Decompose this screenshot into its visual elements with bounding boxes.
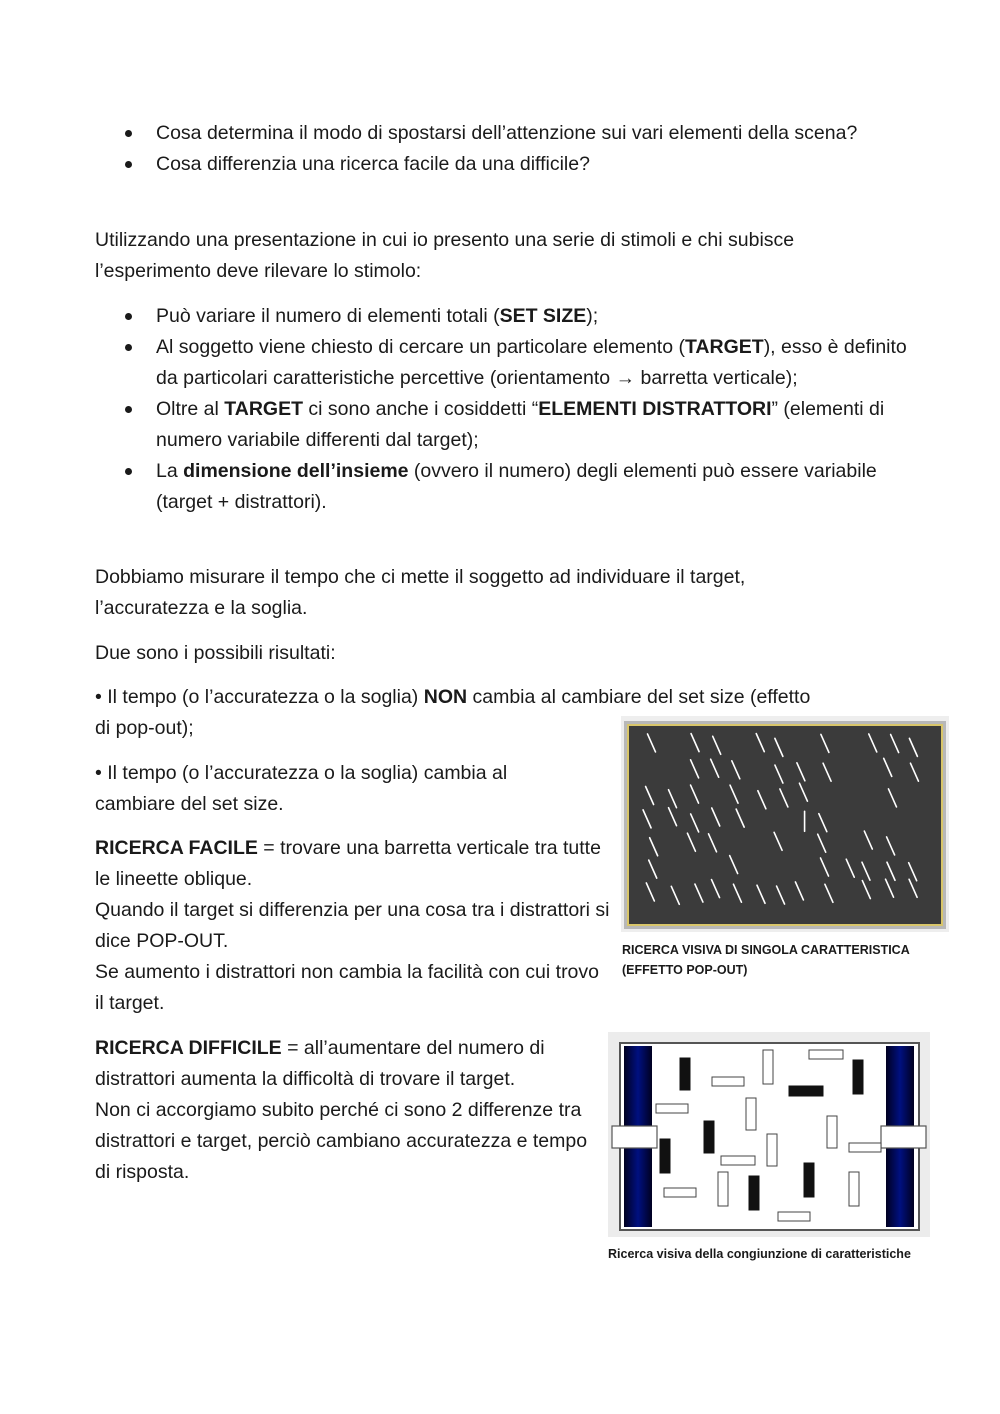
hard-search-paragraph: RICERCA DIFFICILE = all’aumentare del numero di distrattori aumenta la difficoltà di trovare il target. Non ci accorgiamo subito perché ci sono 2 differenze tra distrattori e target, perciò cambiano accuratezza e tempo di risposta. — [95, 1037, 588, 1183]
paragraph-method: Utilizzando una presentazione in cui io presento una serie di stimoli e chi subisce l’esperimento deve rilevare lo stimolo: — [95, 229, 795, 282]
list-item: Al soggetto viene chiesto di cercare un particolare elemento (TARGET), esso è definito da particolari caratteristiche percettive (orientamento → barretta verticale); — [95, 332, 915, 394]
set-dimension-term: dimensione dell’insieme — [183, 460, 409, 482]
result-one: • Il tempo (o l’accuratezza o la soglia) NON cambia al cambiare del set size (effetto di pop-out); — [95, 686, 811, 739]
list-item: Può variare il numero di elementi totali (SET SIZE); — [95, 301, 915, 332]
popout-search-image — [621, 716, 949, 932]
target-term: TARGET — [684, 336, 764, 358]
white-bar — [778, 1212, 810, 1221]
list-item: Oltre al TARGET ci sono anche i cosiddetti “ELEMENTI DISTRATTORI” (elementi di numero variabile differenti dal target); — [95, 394, 915, 456]
white-bar — [712, 1077, 744, 1086]
right-arrow-icon: → — [615, 367, 636, 389]
white-bar — [763, 1050, 773, 1084]
black-bar — [704, 1121, 714, 1153]
white-bar — [721, 1156, 755, 1165]
white-bar — [849, 1172, 859, 1206]
black-bar — [853, 1060, 863, 1094]
paragraph-results: Due sono i possibili risultati: — [95, 642, 336, 664]
conjunction-search-image — [608, 1032, 930, 1237]
black-bar — [660, 1139, 670, 1173]
list-item: Cosa determina il modo di spostarsi dell’attenzione sui vari elementi della scena? — [95, 118, 895, 149]
black-bar — [789, 1086, 823, 1096]
white-bar — [656, 1104, 688, 1113]
white-bar — [827, 1116, 837, 1148]
method-bullet-list — [95, 301, 915, 518]
set-size-term: SET SIZE — [499, 305, 587, 327]
easy-search-term: RICERCA FACILE — [95, 837, 258, 859]
popout-figure-caption: RICERCA VISIVA DI SINGOLA CARATTERISTICA (EFFETTO POP-OUT) — [622, 943, 910, 977]
white-bar — [809, 1050, 843, 1059]
easy-search-paragraph: RICERCA FACILE = trovare una barretta verticale tra tutte le lineette oblique. Quando il target si differenzia per una cosa tra i distrattori si dice POP-OUT. Se aumento i distrattori non cambia la facilità con cui trovo il target. — [95, 837, 610, 1014]
white-bar — [664, 1188, 696, 1197]
black-bar — [749, 1176, 759, 1210]
conjunction-search-figure — [608, 1032, 930, 1237]
hard-search-term: RICERCA DIFFICILE — [95, 1037, 282, 1059]
paragraph-measure: Dobbiamo misurare il tempo che ci mette il soggetto ad individuare il target, l’accuratezza e la soglia. — [95, 566, 746, 619]
intro-bullet-list — [95, 118, 895, 180]
white-bar — [718, 1172, 728, 1206]
list-item: Cosa differenzia una ricerca facile da una difficile? — [95, 149, 895, 180]
target-term: TARGET — [224, 398, 303, 420]
conjunction-figure-caption: Ricerca visiva della congiunzione di caratteristiche — [608, 1247, 911, 1261]
black-bar — [804, 1163, 814, 1197]
white-bar — [746, 1098, 756, 1130]
black-bar — [680, 1058, 690, 1090]
result-two: • Il tempo (o l’accuratezza o la soglia) cambia al cambiare del set size. — [95, 762, 508, 815]
white-bar — [849, 1143, 881, 1152]
list-item: La dimensione dell’insieme (ovvero il numero) degli elementi può essere variabile (target + distrattori). — [95, 456, 915, 518]
popout-search-figure — [621, 716, 949, 932]
distractors-term: ELEMENTI DISTRATTORI — [538, 398, 772, 420]
white-bar — [767, 1134, 777, 1166]
